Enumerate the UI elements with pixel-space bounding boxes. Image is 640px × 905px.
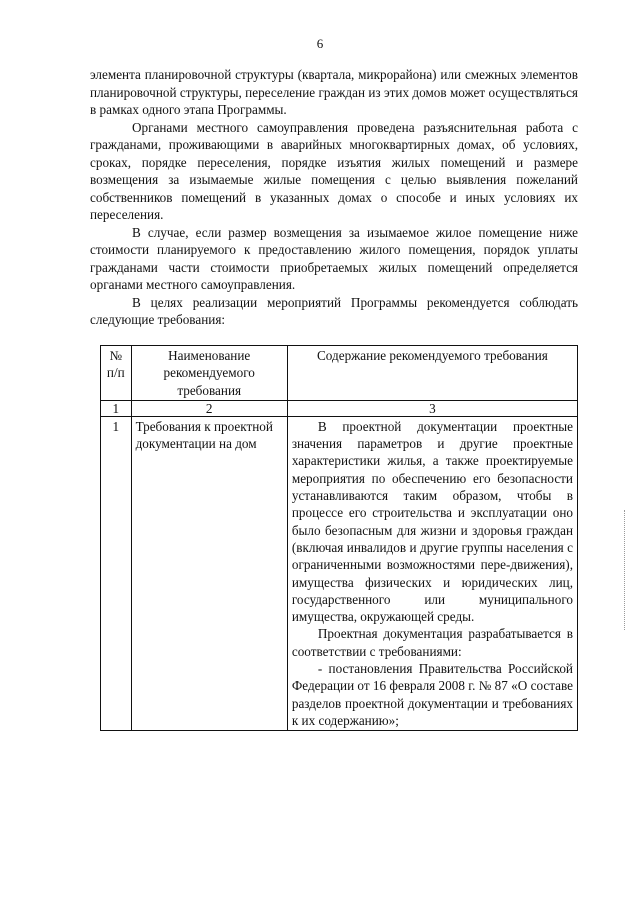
header-name: Наименование рекомендуемого требования — [131, 346, 287, 401]
table-row — [101, 416, 578, 730]
paragraph-explanatory-work: Органами местного самоуправления проведена разъяснительная работа с гражданами, проживающими в аварийных многоквартирных домах, об условиях, сроках, порядке переселения, порядке изъятия жилых помещений и размере возмещения за изымаемые жилые помещения с целью выявления пожеланий собственников помещений в указанных домах о способе и иных условиях их переселения. — [90, 119, 578, 222]
row-content — [287, 416, 577, 730]
paragraph-continuation: элемента планировочной структуры (квартала, микрорайона) или смежных элементов планировочной структуры, переселение граждан из этих домов может осуществляться в рамках одного этапа Программы. — [90, 67, 578, 117]
page-number: 6 — [316, 36, 324, 51]
column-number: 3 — [287, 400, 577, 416]
paragraph-requirements-intro: В целях реализации мероприятий Программы рекомендуется соблюдать следующие требования: — [90, 294, 578, 327]
header-num: № п/п — [101, 346, 132, 401]
requirements-table — [100, 345, 578, 731]
scan-margin-mark — [624, 510, 626, 630]
content-list-item: - постановления Правительства Российской Федерации от 16 февраля 2008 г. № 87 «О составе разделов проектной документации и требованиях к их содержанию»; — [291, 661, 573, 728]
row-num: 1 — [101, 416, 132, 730]
header-content: Содержание рекомендуемого требования — [287, 346, 577, 401]
column-number: 2 — [131, 400, 287, 416]
table-column-numbers-row — [101, 400, 578, 416]
body-text — [90, 66, 578, 329]
row-name: Требования к проектной документации на дом — [131, 416, 287, 730]
table-header-row — [101, 346, 578, 401]
content-paragraph: В проектной документации проектные значения параметров и другие проектные характеристики жилья, а также проектируемые мероприятия по обеспечению его безопасности устанавливаются таким образом, чтобы в процессе его строительства и эксплуатации оно было безопасным для жизни и здоровья граждан (включая инвалидов и другие группы населения с ограниченными возможностями пере-движения), имущества физических и юридических лиц, государственного или муниципального имущества, окружающей среды. — [291, 418, 573, 625]
paragraph-compensation: В случае, если размер возмещения за изымаемое жилое помещение ниже стоимости планируемого к предоставлению жилого помещения, порядок уплаты гражданами части стоимости приобретаемых жилых помещений определяется органами местного самоуправления. — [90, 224, 578, 292]
content-paragraph: Проектная документация разрабатывается в соответствии с требованиями: — [291, 626, 573, 659]
column-number: 1 — [101, 400, 132, 416]
